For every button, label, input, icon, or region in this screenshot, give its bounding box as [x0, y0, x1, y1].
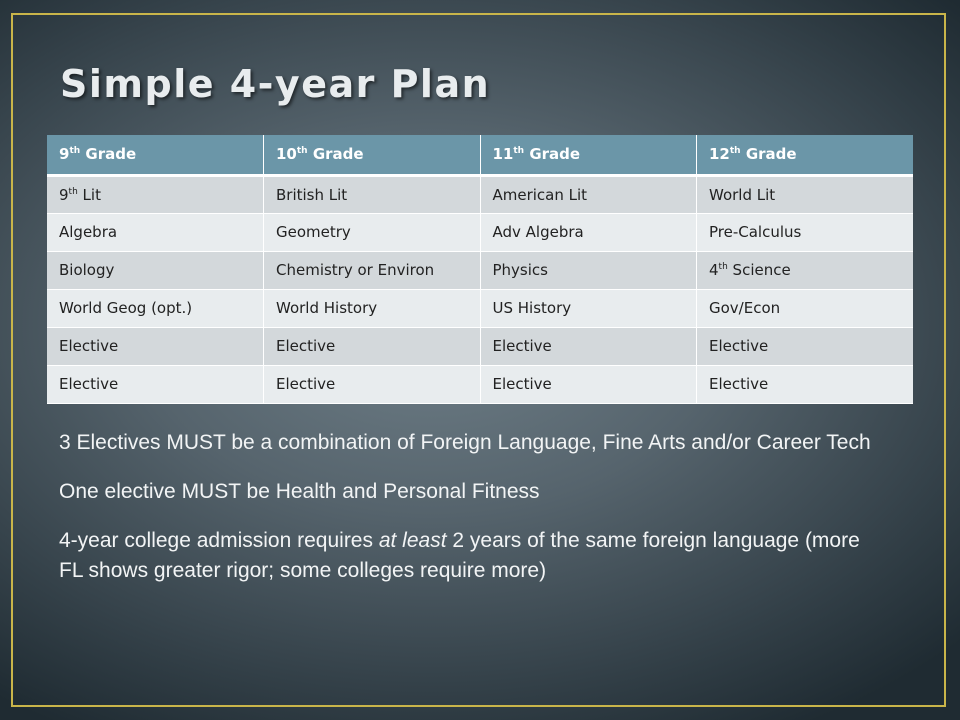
electives-rule-text: 3 Electives MUST be a combination of Foreign Language, Fine Arts and/or Career Tech	[59, 431, 871, 454]
table-cell: Elective	[697, 365, 914, 403]
table-cell: World Geog (opt.)	[47, 289, 264, 327]
college-admission-text: 4-year college admission requires at least 2 years of the same foreign language (more FL shows greater rigor; some colleges require more)	[59, 529, 860, 582]
table-cell: Elective	[264, 365, 481, 403]
table-cell: World Lit	[697, 175, 914, 213]
health-rule-text: One elective MUST be Health and Personal Fitness	[59, 480, 540, 503]
table-cell: US History	[480, 289, 697, 327]
header-cell-9th-grade: 9th Grade	[47, 135, 264, 175]
table-cell: Chemistry or Environ	[264, 251, 481, 289]
table-header	[47, 135, 913, 175]
table-cell: World History	[264, 289, 481, 327]
table-cell: Elective	[697, 327, 914, 365]
table-cell: Elective	[480, 365, 697, 403]
table-cell: Geometry	[264, 213, 481, 251]
table-cell: 4th Science	[697, 251, 914, 289]
table-row-english	[47, 175, 913, 213]
table-cell: Adv Algebra	[480, 213, 697, 251]
table-row-social-studies	[47, 289, 913, 327]
slide-title: Simple 4-year Plan	[60, 62, 491, 106]
table-cell: Elective	[47, 327, 264, 365]
table-cell: Pre-Calculus	[697, 213, 914, 251]
table-cell: Elective	[480, 327, 697, 365]
emphasis-text: at least	[378, 529, 447, 552]
header-cell-10th-grade: 10th Grade	[264, 135, 481, 175]
table-cell: Algebra	[47, 213, 264, 251]
table-cell: Physics	[480, 251, 697, 289]
table-row-elective-2	[47, 365, 913, 403]
table-cell: Gov/Econ	[697, 289, 914, 327]
header-row	[47, 135, 913, 175]
table-row-math	[47, 213, 913, 251]
header-cell-11th-grade: 11th Grade	[480, 135, 697, 175]
table-cell: Elective	[264, 327, 481, 365]
table-cell: Biology	[47, 251, 264, 289]
table-cell: 9th Lit	[47, 175, 264, 213]
table-row-science	[47, 251, 913, 289]
table-cell: American Lit	[480, 175, 697, 213]
four-year-plan-table	[47, 135, 913, 404]
table-cell: Elective	[47, 365, 264, 403]
notes-section	[59, 428, 889, 605]
table-cell: British Lit	[264, 175, 481, 213]
header-cell-12th-grade: 12th Grade	[697, 135, 914, 175]
table-row-elective-1	[47, 327, 913, 365]
table-body	[47, 175, 913, 403]
